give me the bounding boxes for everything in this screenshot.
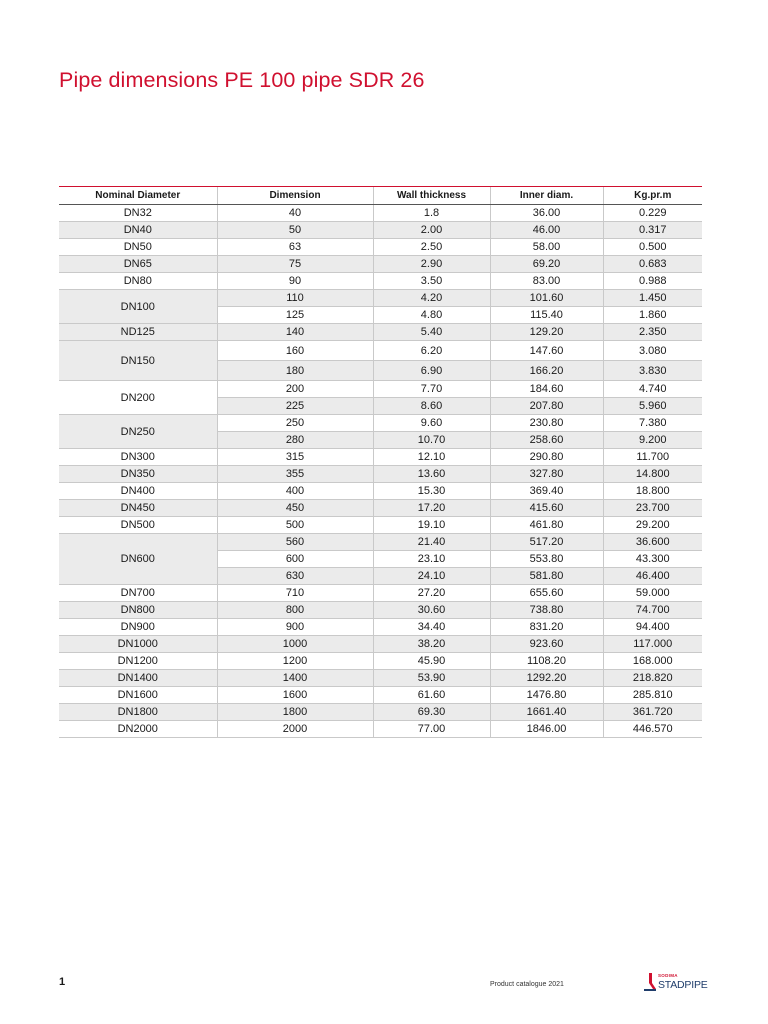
cell-wall-thickness: 6.90 (373, 361, 490, 381)
table-row (59, 256, 702, 273)
cell-nominal-diameter: DN80 (59, 273, 217, 290)
cell-nominal-diameter: DN1400 (59, 670, 217, 687)
cell-kg-per-m: 7.380 (603, 415, 702, 432)
cell-wall-thickness: 7.70 (373, 381, 490, 398)
table-row (59, 619, 702, 636)
cell-inner-diameter: 923.60 (490, 636, 603, 653)
cell-inner-diameter: 258.60 (490, 432, 603, 449)
table-row (59, 534, 702, 551)
table-header-row (59, 187, 702, 205)
cell-nominal-diameter: DN350 (59, 466, 217, 483)
cell-dimension: 90 (217, 273, 373, 290)
cell-dimension: 800 (217, 602, 373, 619)
cell-wall-thickness: 12.10 (373, 449, 490, 466)
cell-dimension: 110 (217, 290, 373, 307)
cell-inner-diameter: 415.60 (490, 500, 603, 517)
cell-nominal-diameter: DN400 (59, 483, 217, 500)
cell-dimension: 225 (217, 398, 373, 415)
cell-kg-per-m: 361.720 (603, 704, 702, 721)
cell-dimension: 125 (217, 307, 373, 324)
cell-nominal-diameter: ND125 (59, 324, 217, 341)
cell-nominal-diameter: DN800 (59, 602, 217, 619)
cell-kg-per-m: 168.000 (603, 653, 702, 670)
header-dimension: Dimension (217, 187, 373, 205)
cell-dimension: 1600 (217, 687, 373, 704)
cell-kg-per-m: 446.570 (603, 721, 702, 738)
cell-wall-thickness: 69.30 (373, 704, 490, 721)
cell-kg-per-m: 43.300 (603, 551, 702, 568)
table-row (59, 704, 702, 721)
cell-inner-diameter: 184.60 (490, 381, 603, 398)
cell-inner-diameter: 166.20 (490, 361, 603, 381)
cell-wall-thickness: 1.8 (373, 205, 490, 222)
cell-wall-thickness: 2.00 (373, 222, 490, 239)
cell-kg-per-m: 1.450 (603, 290, 702, 307)
cell-inner-diameter: 831.20 (490, 619, 603, 636)
header-wall-thickness: Wall thickness (373, 187, 490, 205)
cell-wall-thickness: 2.50 (373, 239, 490, 256)
cell-kg-per-m: 74.700 (603, 602, 702, 619)
logo-text: STADPIPE (658, 979, 708, 991)
cell-inner-diameter: 461.80 (490, 517, 603, 534)
table-row (59, 381, 702, 398)
cell-inner-diameter: 553.80 (490, 551, 603, 568)
cell-wall-thickness: 4.20 (373, 290, 490, 307)
cell-inner-diameter: 230.80 (490, 415, 603, 432)
cell-wall-thickness: 61.60 (373, 687, 490, 704)
cell-inner-diameter: 36.00 (490, 205, 603, 222)
cell-nominal-diameter: DN250 (59, 415, 217, 449)
cell-dimension: 400 (217, 483, 373, 500)
cell-kg-per-m: 36.600 (603, 534, 702, 551)
cell-inner-diameter: 58.00 (490, 239, 603, 256)
cell-inner-diameter: 46.00 (490, 222, 603, 239)
cell-nominal-diameter: DN1800 (59, 704, 217, 721)
cell-nominal-diameter: DN100 (59, 290, 217, 324)
cell-inner-diameter: 1292.20 (490, 670, 603, 687)
cell-wall-thickness: 38.20 (373, 636, 490, 653)
table-row (59, 721, 702, 738)
cell-kg-per-m: 1.860 (603, 307, 702, 324)
cell-dimension: 450 (217, 500, 373, 517)
table-row (59, 500, 702, 517)
cell-wall-thickness: 45.90 (373, 653, 490, 670)
table-row (59, 483, 702, 500)
cell-inner-diameter: 83.00 (490, 273, 603, 290)
cell-kg-per-m: 9.200 (603, 432, 702, 449)
table-body (59, 205, 702, 738)
cell-inner-diameter: 101.60 (490, 290, 603, 307)
cell-inner-diameter: 655.60 (490, 585, 603, 602)
cell-nominal-diameter: DN500 (59, 517, 217, 534)
table-row (59, 449, 702, 466)
cell-inner-diameter: 1108.20 (490, 653, 603, 670)
cell-nominal-diameter: DN200 (59, 381, 217, 415)
cell-dimension: 710 (217, 585, 373, 602)
cell-nominal-diameter: DN700 (59, 585, 217, 602)
cell-inner-diameter: 69.20 (490, 256, 603, 273)
table-row (59, 222, 702, 239)
cell-wall-thickness: 21.40 (373, 534, 490, 551)
cell-nominal-diameter: DN40 (59, 222, 217, 239)
page-number: 1 (59, 976, 66, 988)
cell-kg-per-m: 94.400 (603, 619, 702, 636)
cell-dimension: 560 (217, 534, 373, 551)
table-row (59, 517, 702, 534)
cell-wall-thickness: 19.10 (373, 517, 490, 534)
cell-wall-thickness: 34.40 (373, 619, 490, 636)
cell-nominal-diameter: DN2000 (59, 721, 217, 738)
cell-nominal-diameter: DN50 (59, 239, 217, 256)
cell-dimension: 500 (217, 517, 373, 534)
cell-inner-diameter: 147.60 (490, 341, 603, 361)
pipe-dimensions-table (59, 186, 702, 738)
cell-kg-per-m: 0.988 (603, 273, 702, 290)
table-row (59, 205, 702, 222)
cell-dimension: 140 (217, 324, 373, 341)
table-row (59, 636, 702, 653)
cell-kg-per-m: 14.800 (603, 466, 702, 483)
cell-dimension: 50 (217, 222, 373, 239)
page-title: Pipe dimensions PE 100 pipe SDR 26 (59, 68, 425, 92)
cell-kg-per-m: 3.830 (603, 361, 702, 381)
cell-kg-per-m: 0.317 (603, 222, 702, 239)
cell-wall-thickness: 8.60 (373, 398, 490, 415)
table-row (59, 687, 702, 704)
cell-kg-per-m: 59.000 (603, 585, 702, 602)
cell-dimension: 1400 (217, 670, 373, 687)
cell-dimension: 2000 (217, 721, 373, 738)
cell-kg-per-m: 11.700 (603, 449, 702, 466)
cell-inner-diameter: 738.80 (490, 602, 603, 619)
cell-wall-thickness: 3.50 (373, 273, 490, 290)
cell-kg-per-m: 0.229 (603, 205, 702, 222)
cell-nominal-diameter: DN1200 (59, 653, 217, 670)
cell-wall-thickness: 53.90 (373, 670, 490, 687)
cell-wall-thickness: 9.60 (373, 415, 490, 432)
cell-inner-diameter: 517.20 (490, 534, 603, 551)
cell-wall-thickness: 6.20 (373, 341, 490, 361)
table-row (59, 415, 702, 432)
cell-wall-thickness: 2.90 (373, 256, 490, 273)
cell-inner-diameter: 1846.00 (490, 721, 603, 738)
cell-inner-diameter: 327.80 (490, 466, 603, 483)
table-row (59, 324, 702, 341)
logo-mark-icon (643, 973, 657, 991)
cell-wall-thickness: 23.10 (373, 551, 490, 568)
cell-dimension: 315 (217, 449, 373, 466)
table-row (59, 239, 702, 256)
cell-kg-per-m: 29.200 (603, 517, 702, 534)
cell-wall-thickness: 24.10 (373, 568, 490, 585)
cell-nominal-diameter: DN32 (59, 205, 217, 222)
cell-kg-per-m: 285.810 (603, 687, 702, 704)
table-row (59, 653, 702, 670)
cell-dimension: 75 (217, 256, 373, 273)
cell-inner-diameter: 115.40 (490, 307, 603, 324)
cell-wall-thickness: 15.30 (373, 483, 490, 500)
cell-kg-per-m: 0.683 (603, 256, 702, 273)
cell-dimension: 630 (217, 568, 373, 585)
cell-dimension: 40 (217, 205, 373, 222)
cell-nominal-diameter: DN150 (59, 341, 217, 381)
cell-dimension: 160 (217, 341, 373, 361)
table-row (59, 341, 702, 361)
cell-dimension: 200 (217, 381, 373, 398)
table-row (59, 670, 702, 687)
cell-nominal-diameter: DN900 (59, 619, 217, 636)
table-row (59, 466, 702, 483)
cell-kg-per-m: 5.960 (603, 398, 702, 415)
header-inner-diameter: Inner diam. (490, 187, 603, 205)
cell-dimension: 63 (217, 239, 373, 256)
cell-wall-thickness: 27.20 (373, 585, 490, 602)
cell-nominal-diameter: DN300 (59, 449, 217, 466)
cell-nominal-diameter: DN65 (59, 256, 217, 273)
table-row (59, 602, 702, 619)
cell-dimension: 1200 (217, 653, 373, 670)
cell-inner-diameter: 207.80 (490, 398, 603, 415)
stadpipe-logo (643, 973, 708, 991)
cell-inner-diameter: 129.20 (490, 324, 603, 341)
cell-kg-per-m: 4.740 (603, 381, 702, 398)
header-kg-per-m: Kg.pr.m (603, 187, 702, 205)
cell-kg-per-m: 3.080 (603, 341, 702, 361)
cell-nominal-diameter: DN600 (59, 534, 217, 585)
cell-wall-thickness: 5.40 (373, 324, 490, 341)
cell-kg-per-m: 218.820 (603, 670, 702, 687)
cell-kg-per-m: 0.500 (603, 239, 702, 256)
catalogue-label: Product catalogue 2021 (490, 981, 564, 988)
cell-inner-diameter: 369.40 (490, 483, 603, 500)
cell-wall-thickness: 4.80 (373, 307, 490, 324)
cell-kg-per-m: 18.800 (603, 483, 702, 500)
table-row (59, 273, 702, 290)
cell-wall-thickness: 10.70 (373, 432, 490, 449)
cell-inner-diameter: 1661.40 (490, 704, 603, 721)
logo-tag: SODIMA (658, 973, 678, 978)
cell-kg-per-m: 23.700 (603, 500, 702, 517)
cell-dimension: 1000 (217, 636, 373, 653)
cell-inner-diameter: 581.80 (490, 568, 603, 585)
cell-dimension: 280 (217, 432, 373, 449)
cell-wall-thickness: 17.20 (373, 500, 490, 517)
cell-inner-diameter: 1476.80 (490, 687, 603, 704)
cell-kg-per-m: 2.350 (603, 324, 702, 341)
cell-dimension: 900 (217, 619, 373, 636)
cell-nominal-diameter: DN1600 (59, 687, 217, 704)
table-row (59, 290, 702, 307)
cell-dimension: 180 (217, 361, 373, 381)
cell-wall-thickness: 77.00 (373, 721, 490, 738)
cell-dimension: 600 (217, 551, 373, 568)
cell-dimension: 250 (217, 415, 373, 432)
cell-nominal-diameter: DN450 (59, 500, 217, 517)
header-nominal-diameter: Nominal Diameter (59, 187, 217, 205)
cell-wall-thickness: 13.60 (373, 466, 490, 483)
cell-dimension: 1800 (217, 704, 373, 721)
cell-inner-diameter: 290.80 (490, 449, 603, 466)
cell-wall-thickness: 30.60 (373, 602, 490, 619)
cell-kg-per-m: 117.000 (603, 636, 702, 653)
table-row (59, 585, 702, 602)
cell-dimension: 355 (217, 466, 373, 483)
cell-nominal-diameter: DN1000 (59, 636, 217, 653)
cell-kg-per-m: 46.400 (603, 568, 702, 585)
